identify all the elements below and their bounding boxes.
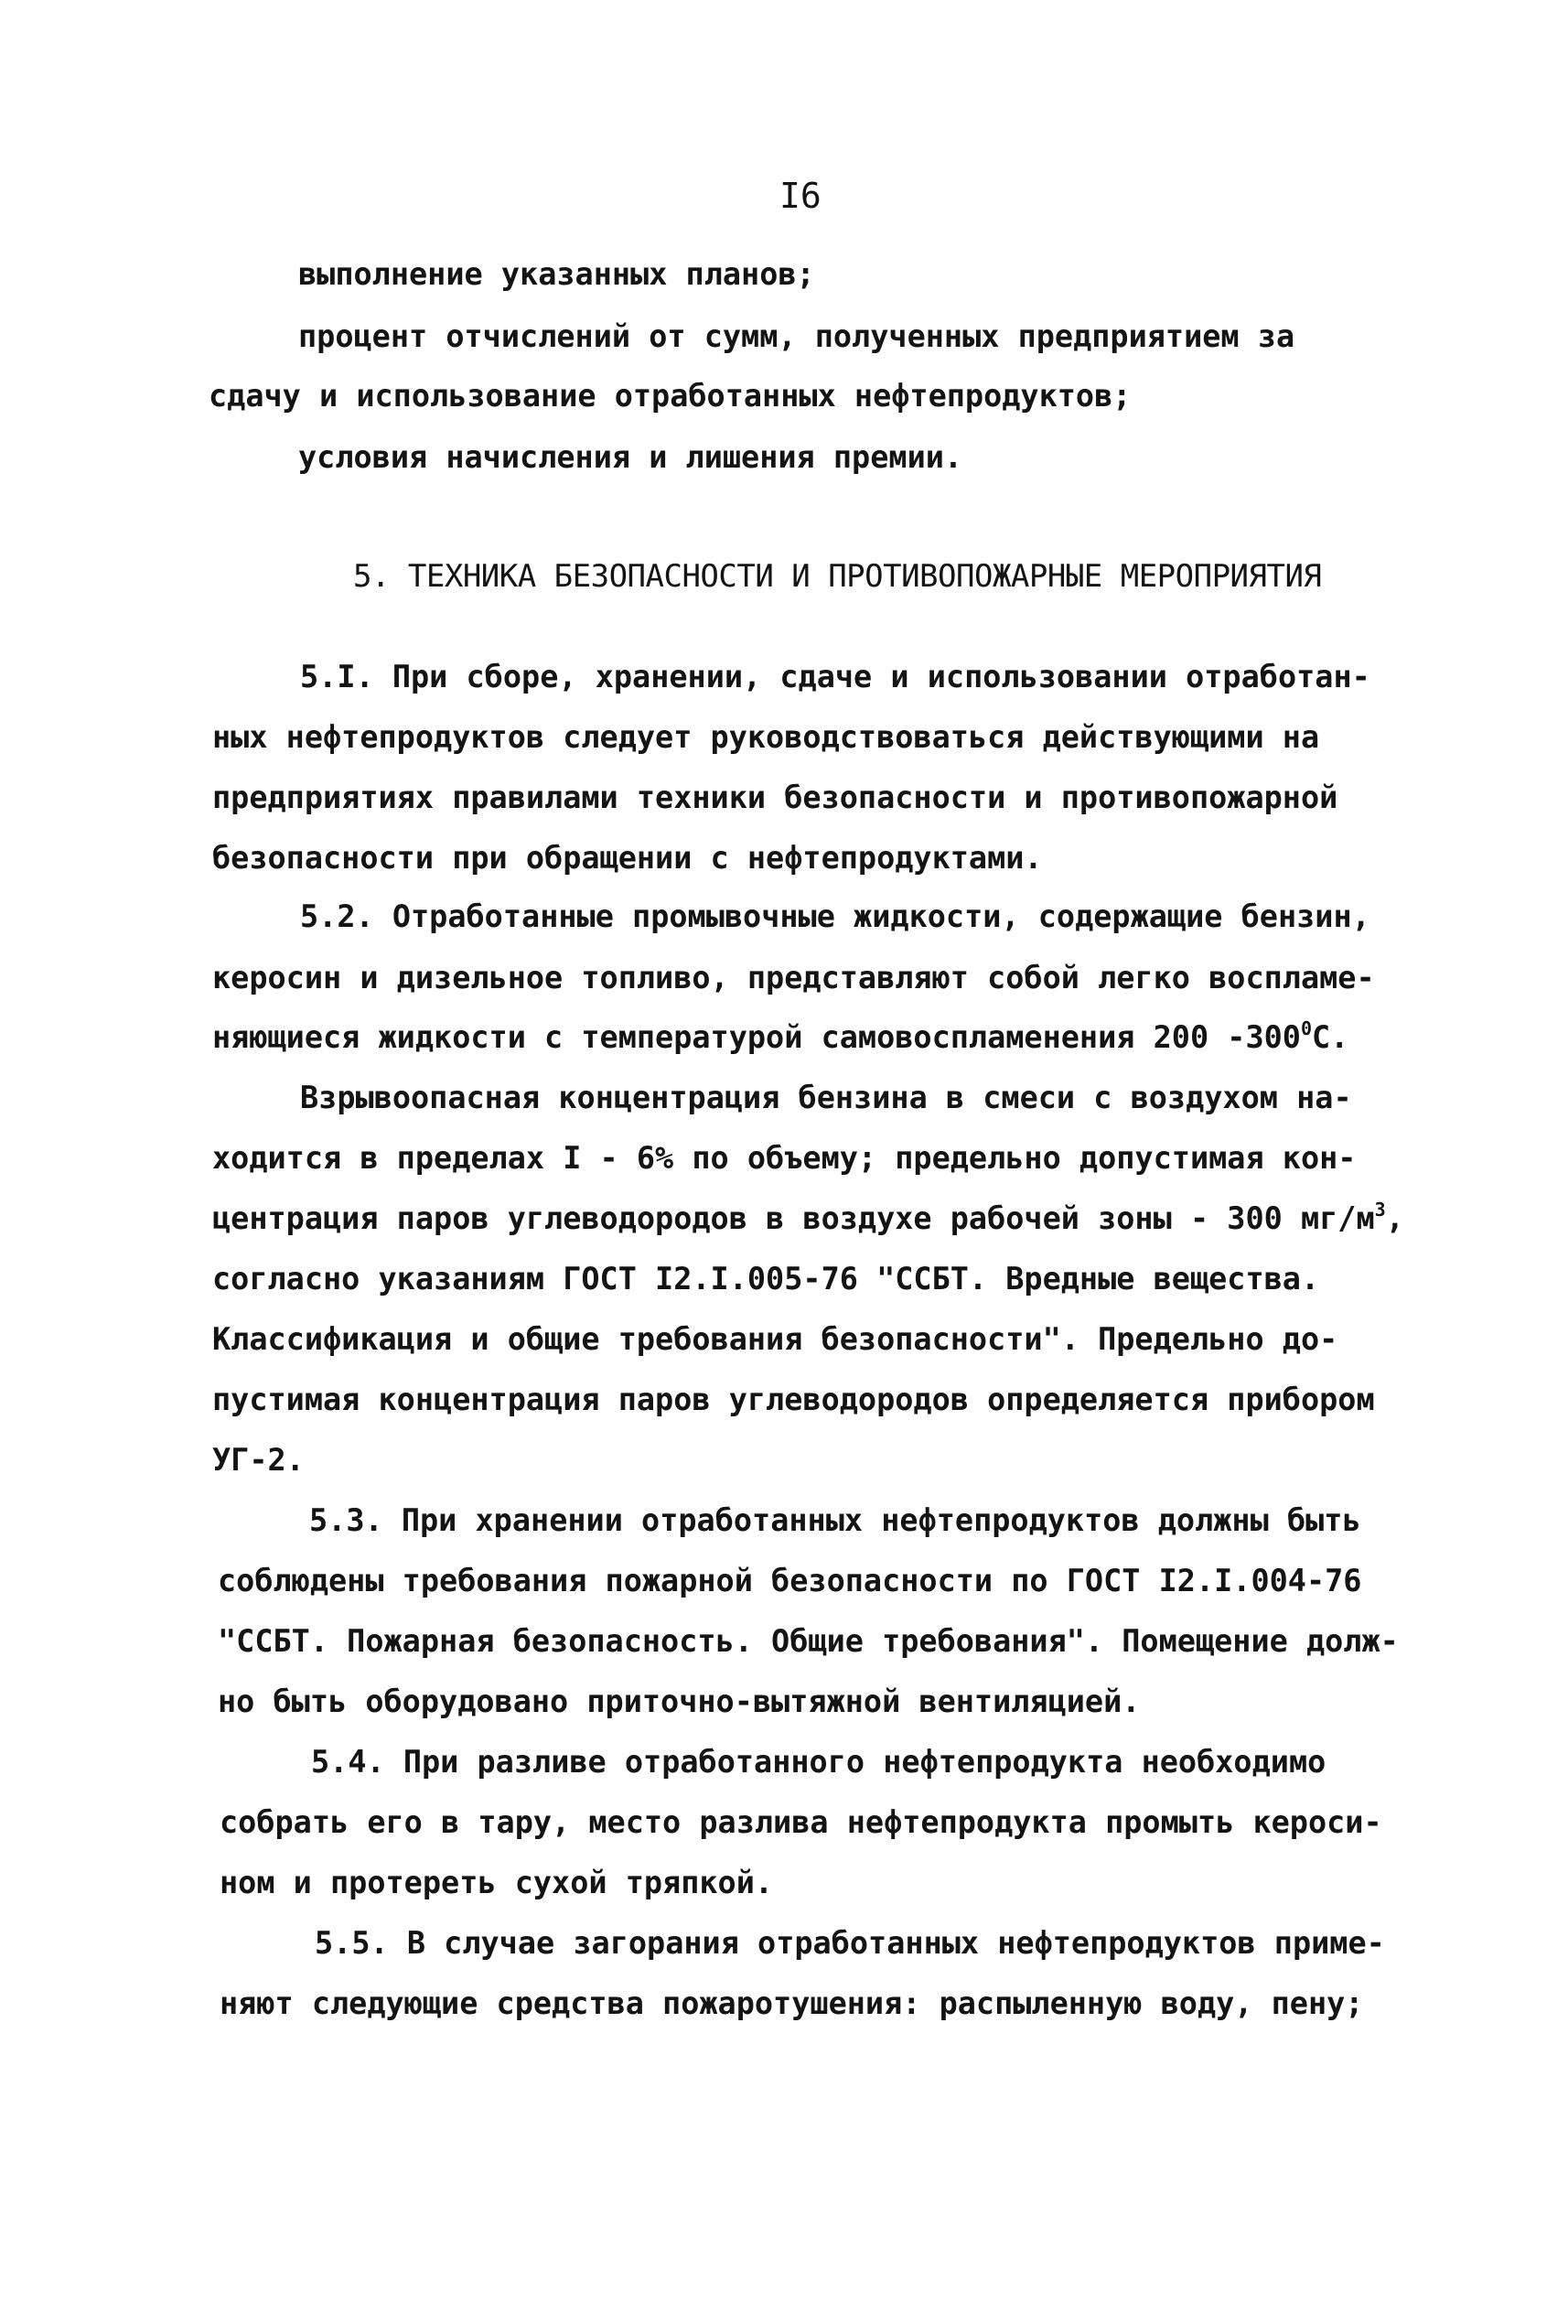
page-number: I6 bbox=[779, 176, 822, 216]
p51-line-2: ных нефтепродуктов следует руководствоваться действующими на bbox=[212, 719, 1320, 755]
p52b-line-1: Взрывоопасная концентрация бензина в смеси с воздухом на- bbox=[300, 1080, 1352, 1115]
p52-line-3 bbox=[212, 1019, 1348, 1056]
p53-line-1: 5.3. При хранении отработанных нефтепродуктов должны быть bbox=[309, 1502, 1361, 1538]
p52b-line-3-end: , bbox=[1385, 1200, 1404, 1236]
p55-line-2: няют следующие средства пожаротушения: распыленную воду, пену; bbox=[220, 1985, 1364, 2021]
p51-line-1: 5.I. При сборе, хранении, сдаче и использовании отработан- bbox=[300, 659, 1370, 694]
p53-line-3: "ССБТ. Пожарная безопасность. Общие требования". Помещение долж- bbox=[218, 1623, 1399, 1659]
p52-line-1: 5.2. Отработанные промывочные жидкости, содержащие бензин, bbox=[300, 898, 1370, 934]
p52b-line-4: согласно указаниям ГОСТ I2.I.005-76 "ССБТ. Вредные вещества. bbox=[212, 1261, 1320, 1296]
p52-line-3-end: С. bbox=[1312, 1019, 1349, 1055]
p51-line-3: предприятиях правилами техники безопасности и противопожарной bbox=[212, 780, 1338, 815]
p52b-line-3-text: центрация паров углеводородов в воздухе рабочей зоны - 300 мг/м bbox=[212, 1200, 1375, 1236]
cubic-superscript: 3 bbox=[1374, 1199, 1386, 1221]
intro-line-2: процент отчислений от сумм, полученных предприятием за bbox=[298, 318, 1295, 354]
p54-line-1: 5.4. При разливе отработанного нефтепродукта необходимо bbox=[311, 1744, 1326, 1780]
p52b-line-6: пустимая концентрация паров углеводородов определяется прибором bbox=[212, 1382, 1375, 1417]
p52-line-3-text: няющиеся жидкости с температурой самовоспламенения 200 -300 bbox=[212, 1019, 1301, 1055]
intro-line-4: условия начисления и лишения премии. bbox=[298, 439, 963, 475]
p52b-line-3 bbox=[212, 1200, 1404, 1237]
p52b-line-2: ходится в пределах I - 6% по объему; предельно допустимая кон- bbox=[212, 1140, 1357, 1176]
intro-line-1: выполнение указанных планов; bbox=[298, 256, 815, 292]
p52-line-2: керосин и дизельное топливо, представляют собой легко воспламе- bbox=[212, 960, 1375, 995]
p54-line-2: собрать его в тару, место разлива нефтепродукта промыть кероси- bbox=[220, 1804, 1382, 1840]
p54-line-3: ном и протереть сухой тряпкой. bbox=[220, 1865, 774, 1900]
section-heading: 5. ТЕХНИКА БЕЗОПАСНОСТИ И ПРОТИВОПОЖАРНЫЕ МЕРОПРИЯТИЯ bbox=[353, 558, 1322, 595]
p52b-line-7: УГ-2. bbox=[212, 1442, 305, 1478]
intro-line-3: сдачу и использование отработанных нефтепродуктов; bbox=[209, 378, 1132, 414]
degree-superscript: 0 bbox=[1300, 1017, 1313, 1039]
p51-line-4: безопасности при обращении с нефтепродуктами. bbox=[212, 840, 1043, 876]
p53-line-2: соблюдены требования пожарной безопасности по ГОСТ I2.I.004-76 bbox=[218, 1563, 1362, 1598]
p53-line-4: но быть оборудовано приточно-вытяжной вентиляцией. bbox=[218, 1684, 1141, 1719]
p55-line-1: 5.5. В случае загорания отработанных нефтепродуктов приме- bbox=[315, 1925, 1385, 1961]
p52b-line-5: Классификация и общие требования безопасности". Предельно до- bbox=[212, 1321, 1338, 1357]
